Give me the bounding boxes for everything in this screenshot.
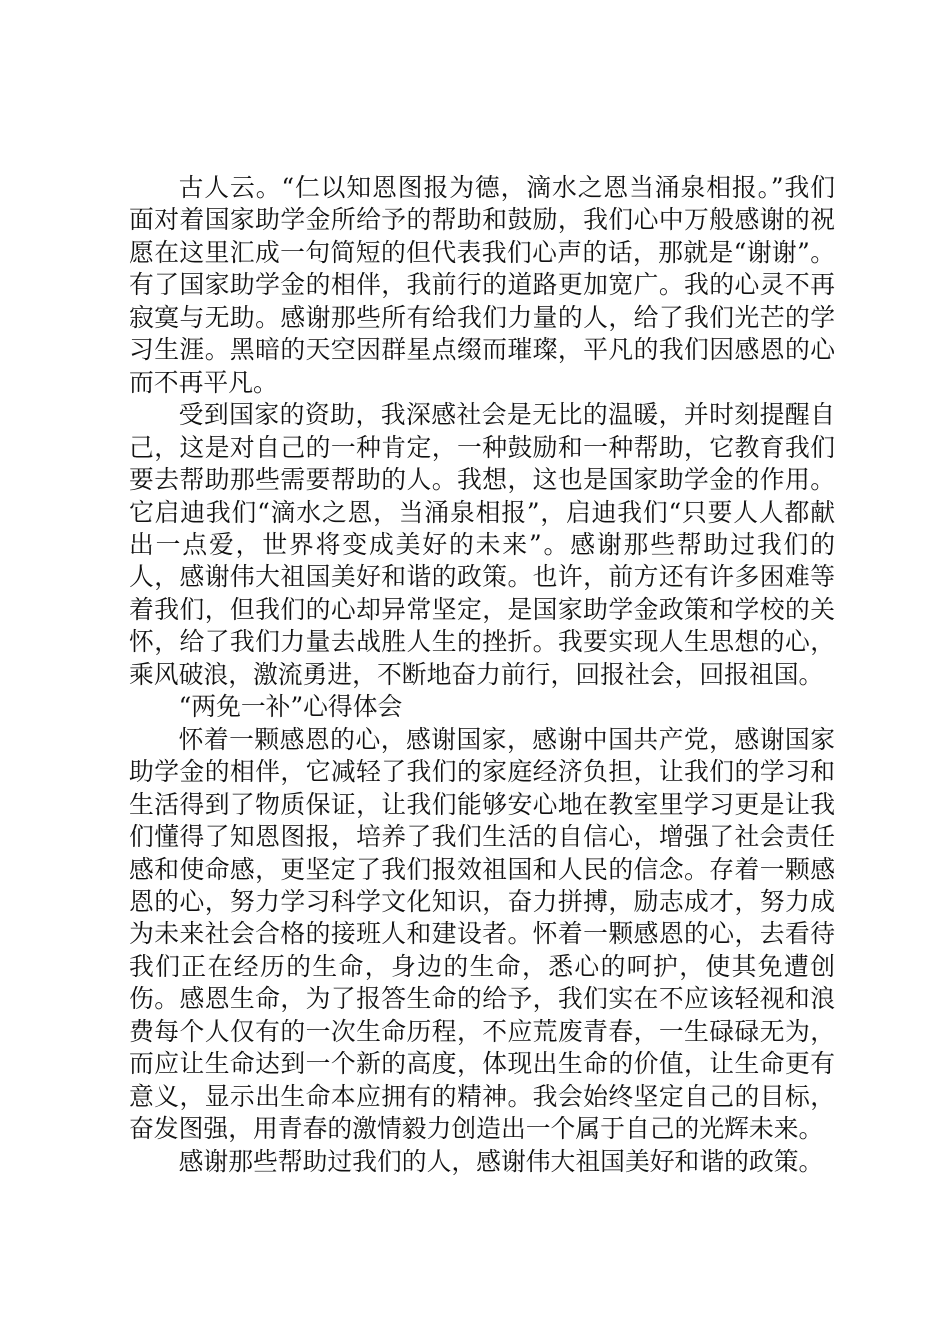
paragraph-grateful-heart: 怀着一颗感恩的心，感谢国家，感谢中国共产党，感谢国家助学金的相伴，它减轻了我们的家庭经济负担，让我们的学习和生活得到了物质保证，让我们能够安心地在教室里学习更是让我们懂得了知恩图报，培养了我们生活的自信心，增强了社会责任感和使命感，更坚定了我们报效祖国和人民的信念。存着一颗感恩的心，努力学习科学文化知识，奋力拼搏，励志成才，努力成为未来社会合格的接班人和建设者。怀着一颗感恩的心，去看待我们正在经历的生命，身边的生命，悉心的呵护，使其免遭创伤。感恩生命，为了报答生命的给予，我们实在不应该轻视和浪费每个人仅有的一次生命历程，不应荒废青春，一生碌碌无为，而应让生命达到一个新的高度，体现出生命的价值，让生命更有意义，显示出生命本应拥有的精神。我会始终坚定自己的目标，奋发图强，用青春的激情毅力创造出一个属于自己的光辉未来。: [129, 724, 835, 1144]
paragraph-closing-thanks: 感谢那些帮助过我们的人，感谢伟大祖国美好和谐的政策。: [178, 1146, 824, 1176]
section-heading: “两免一补”心得体会: [178, 692, 403, 722]
paragraph-state-aid: 受到国家的资助，我深感社会是无比的温暖，并时刻提醒自己，这是对自己的一种肯定，一种鼓励和一种帮助，它教育我们要去帮助那些需要帮助的人。我想，这也是国家助学金的作用。它启迪我们“滴水之恩，当涌泉相报”，启迪我们“只要人人都献出一点爱，世界将变成美好的未来”。感谢那些帮助过我们的人，感谢伟大祖国美好和谐的政策。也许，前方还有许多困难等着我们，但我们的心却异常坚定，是国家助学金政策和学校的关怀，给了我们力量去战胜人生的挫折。我要实现人生思想的心，乘风破浪，激流勇进，不断地奋力前行，回报社会，回报祖国。: [129, 400, 835, 689]
paragraph-gratitude-intro: 古人云。“仁以知恩图报为德，滴水之恩当涌泉相报。”我们面对着国家助学金所给予的帮助和鼓励，我们心中万般感谢的祝愿在这里汇成一句简短的但代表我们心声的话，那就是“谢谢”。有了国家助学金的相伴，我前行的道路更加宽广。我的心灵不再寂寞与无助。感谢那些所有给我们力量的人，给了我们光芒的学习生涯。黑暗的天空因群星点缀而璀璨，平凡的我们因感恩的心而不再平凡。: [129, 173, 835, 397]
document-body: [129, 172, 835, 1178]
